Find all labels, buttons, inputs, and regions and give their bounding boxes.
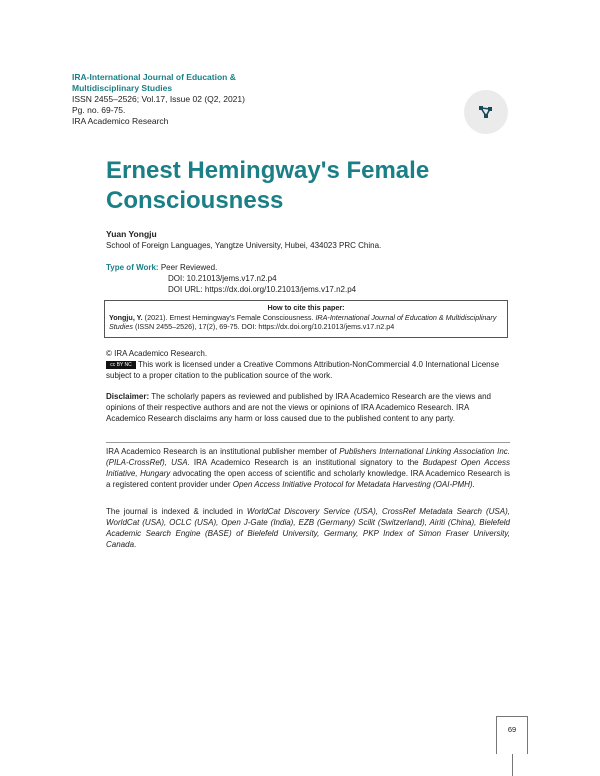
member-budapest: Budapest Open Access Initiative, Hungary [106, 458, 511, 478]
citation-heading: How to cite this paper: [267, 303, 345, 312]
share-badge[interactable] [464, 90, 508, 134]
indexed-text-1: The journal is indexed & included in [106, 507, 247, 516]
doi-url[interactable]: DOI URL: https://dx.doi.org/10.21013/jems.v17.n2.p4 [168, 285, 357, 294]
indexed-services: WorldCat Discovery Service (USA), CrossRef Metadata Search (USA), WorldCat (USA), OCLC (USA), Open J-Gate (India), EZB (Germany) Scilit (Switzerland), Airiti (China), Bielefeld Academic Search Engine (BASE) of Bielefeld University, Germany, PKP Index of Simon Fraser University, Canada [106, 507, 510, 549]
indexing-paragraph [106, 506, 510, 550]
license-block [106, 348, 510, 381]
member-text-3: advocating the open access of scientific and scholarly knowledge. IRA Academico Research is a registered content provider under [106, 469, 511, 489]
disclaimer-text: The scholarly papers as reviewed and published by IRA Academico Research are the views and opinions of their respective authors and are not the views or opinions of IRA Academico Research. IRA Academico Research disclaims any harm or loss caused due to the published content to any party. [106, 392, 491, 423]
citation-text [109, 313, 503, 332]
citation-part2: (ISSN 2455–2526), 17(2), 69-75. DOI: https://dx.doi.org/10.21013/jems.v17.n2.p4 [132, 322, 395, 331]
journal-issn: ISSN 2455–2526; Vol.17, Issue 02 (Q2, 2021) [72, 94, 245, 104]
membership-paragraph [106, 446, 510, 490]
journal-name-line2: Multidisciplinary Studies [72, 83, 173, 93]
citation-journal: IRA-International Journal of Education & Multidisciplinary Studies [109, 312, 497, 331]
citation-author: Yongju, Y. [109, 312, 143, 322]
work-type-label: Type of Work: [106, 263, 159, 272]
journal-name-line1: IRA-International Journal of Education & [72, 72, 236, 82]
cc-license-icon[interactable]: cc BY NC [106, 361, 136, 369]
work-info [106, 262, 356, 295]
disclaimer-label: Disclaimer: [106, 392, 150, 401]
author-name: Yuan Yongju [106, 229, 157, 239]
copyright: © IRA Academico Research. [106, 349, 208, 358]
member-text-1: IRA Academico Research is an institutional publisher member of [106, 447, 340, 456]
page-number-line [512, 754, 513, 776]
doi: DOI: 10.21013/jems.v17.n2.p4 [168, 274, 277, 283]
license-text: This work is licensed under a Creative Commons Attribution-NonCommercial 4.0 International License subject to a proper citation to the publication source of the work. [106, 360, 500, 380]
page-number: 69 [496, 716, 528, 754]
author-affiliation: School of Foreign Languages, Yangtze University, Hubei, 434023 PRC China. [106, 241, 382, 250]
journal-pages: Pg. no. 69-75. [72, 105, 126, 115]
citation-box [104, 300, 508, 338]
work-type-value: Peer Reviewed. [160, 263, 218, 272]
divider [106, 442, 510, 443]
disclaimer [106, 391, 510, 424]
paper-title: Ernest Hemingway's Female Consciousness [106, 157, 430, 214]
member-text-2: . IRA Academico Research is an institutional signatory to the [187, 458, 423, 467]
journal-header [72, 72, 332, 127]
member-pila: Publishers International Linking Association Inc. (PILA-CrossRef), USA [106, 447, 510, 467]
share-network-icon [478, 104, 494, 120]
member-oai: Open Access Initiative Protocol for Metadata Harvesting (OAI-PMH) [232, 480, 473, 489]
citation-part1: (2021). Ernest Hemingway's Female Consciousness. [142, 312, 316, 322]
indexed-text-2: . [134, 540, 137, 549]
journal-publisher: IRA Academico Research [72, 116, 169, 126]
member-text-4: . [472, 480, 475, 489]
